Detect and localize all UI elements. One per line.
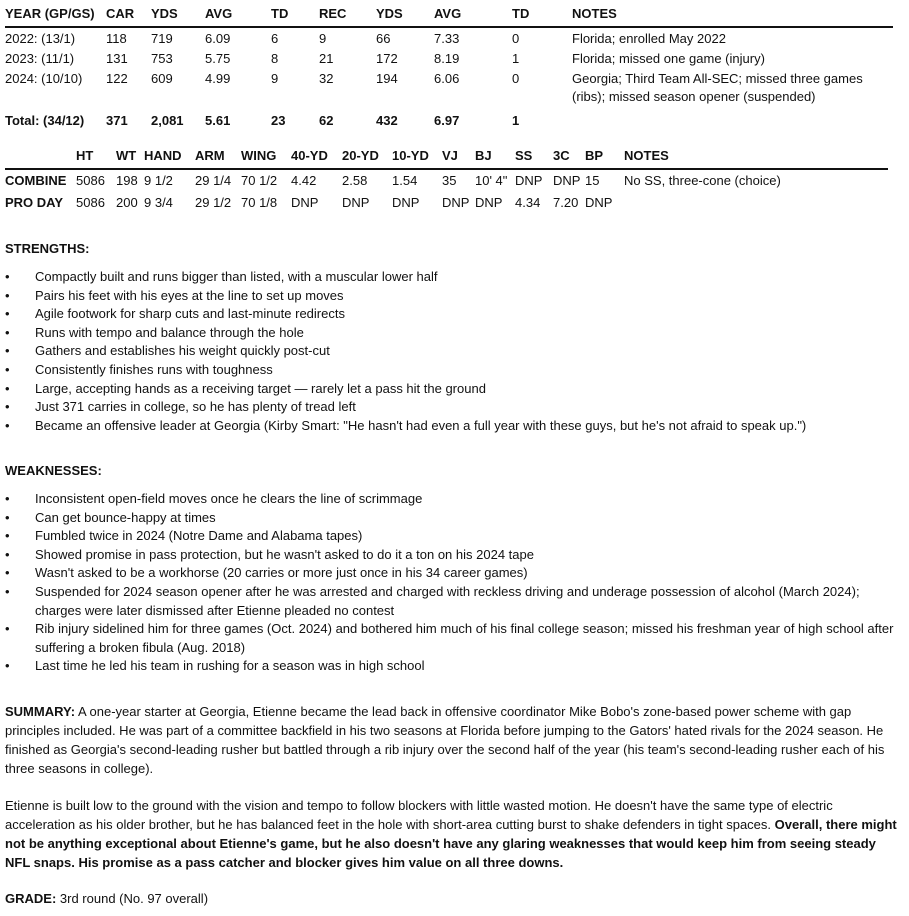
grade-label: GRADE: — [5, 891, 57, 906]
list-item: • Last time he led his team in rushing for a season was in high school — [5, 657, 895, 676]
cell: 9 — [319, 31, 327, 46]
cell — [624, 192, 888, 214]
header-rec-yds: YDS — [376, 6, 403, 21]
cell: 2023: (11/1) — [5, 51, 75, 66]
weaknesses-list — [5, 490, 895, 676]
cell: 0 — [512, 71, 520, 86]
cell: 29 1/4 — [195, 173, 232, 188]
cell: 9 — [271, 71, 279, 86]
cell: 131 — [106, 51, 128, 66]
summary-paragraph — [5, 702, 902, 778]
cell: 2022: (13/1) — [5, 31, 76, 46]
cell: 6.06 — [434, 71, 460, 86]
cell: 1 — [512, 113, 520, 128]
header-bj: BJ — [475, 148, 492, 163]
cell: 2024: (10/10) — [5, 71, 83, 86]
list-item: • Became an offensive leader at Georgia (Kirby Smart: "He hasn't had even a full year with these guys, but he's not afraid to speak up.") — [5, 417, 895, 436]
analysis-text: Etienne is built low to the ground with the vision and tempo to follow blockers with little wasted motion. He doesn't have the same type of electric acceleration as his older brother, but he has balanced feet in the hole with short-area cutting burst to shake defenders in tight spaces. — [5, 798, 833, 832]
header-year: YEAR (GP/GS) — [5, 6, 95, 21]
cell: 1.54 — [392, 173, 418, 188]
header-car: CAR — [106, 6, 135, 21]
header-notes: NOTES — [572, 6, 617, 21]
list-item: • Inconsistent open-field moves once he clears the line of scrimmage — [5, 490, 895, 509]
table-row — [5, 169, 888, 192]
header-ss: SS — [515, 148, 533, 163]
cell: 6.09 — [205, 31, 231, 46]
cell: DNP — [442, 195, 470, 210]
header-rec-td: TD — [512, 6, 530, 21]
list-item: • Agile footwork for sharp cuts and last-minute redirects — [5, 305, 895, 324]
table-row — [5, 68, 893, 106]
cell: 21 — [319, 51, 334, 66]
list-item: • Showed promise in pass protection, but he wasn't asked to do it a ton on his 2024 tape — [5, 546, 895, 565]
list-item: • Suspended for 2024 season opener after he was arrested and charged with reckless driving and underage possession of alcohol (March 2024); charges were later dismissed after Etienne pleaded no contest — [5, 583, 895, 620]
row-label: PRO DAY — [5, 195, 64, 210]
cell: 118 — [106, 31, 127, 46]
analysis-paragraph — [5, 796, 902, 872]
cell: Georgia; Third Team All-SEC; missed three games (ribs); missed season opener (suspended) — [572, 71, 863, 104]
cell: 8.19 — [434, 51, 460, 66]
header-40yd: 40-YD — [291, 148, 328, 163]
combine-measurements-table — [5, 148, 888, 214]
list-item: • Wasn't asked to be a workhorse (20 carries or more just once in his 34 career games) — [5, 564, 895, 583]
cell: 4.99 — [205, 71, 231, 86]
cell: 29 1/2 — [195, 195, 232, 210]
cell: 719 — [151, 31, 173, 46]
grade-line — [5, 889, 902, 908]
cell: 6.97 — [434, 113, 460, 128]
strengths-list — [5, 268, 895, 435]
career-stats-table — [5, 6, 893, 130]
header-wing: WING — [241, 148, 277, 163]
list-item: • Fumbled twice in 2024 (Notre Dame and Alabama tapes) — [5, 527, 895, 546]
cell: 1 — [512, 51, 520, 66]
strengths-heading: STRENGTHS: — [5, 241, 90, 256]
row-label: COMBINE — [5, 173, 67, 188]
cell: 66 — [376, 31, 391, 46]
cell: 5.61 — [205, 113, 231, 128]
grade-value: 3rd round (No. 97 overall) — [56, 891, 209, 906]
weaknesses-heading: WEAKNESSES: — [5, 463, 102, 478]
table-row — [5, 192, 888, 214]
list-item: • Pairs his feet with his eyes at the line to set up moves — [5, 287, 895, 306]
cell: 9 1/2 — [144, 173, 173, 188]
cell: 62 — [319, 113, 334, 128]
header-rush-yds: YDS — [151, 6, 178, 21]
cell: 32 — [319, 71, 334, 86]
cell: No SS, three-cone (choice) — [624, 173, 781, 188]
list-item: • Just 371 carries in college, so he has plenty of tread left — [5, 398, 895, 417]
list-item: • Large, accepting hands as a receiving target — rarely let a pass hit the ground — [5, 380, 895, 399]
cell: 200 — [116, 195, 138, 210]
cell: 172 — [376, 51, 398, 66]
header-rec: REC — [319, 6, 347, 21]
cell: 194 — [376, 71, 398, 86]
list-item: • Can get bounce-happy at times — [5, 509, 895, 528]
cell: DNP — [291, 195, 319, 210]
list-item: • Gathers and establishes his weight quickly post-cut — [5, 342, 895, 361]
cell: 70 1/8 — [241, 195, 278, 210]
list-item: • Compactly built and runs bigger than listed, with a muscular lower half — [5, 268, 895, 287]
cell: 432 — [376, 113, 398, 128]
header-blank — [5, 148, 76, 169]
cell: DNP — [475, 195, 503, 210]
header-vj: VJ — [442, 148, 458, 163]
cell: Florida; enrolled May 2022 — [572, 31, 726, 46]
summary-label: SUMMARY: — [5, 704, 76, 719]
summary-text: A one-year starter at Georgia, Etienne became the lead back in offensive coordinator Mike Bobo's zone-based power scheme with gap principles included. He was part of a committee backfield in his two seasons at Florida before jumping to the Gators' hated rivals for the 2024 season. He finished as Georgia's second-leading rusher but battled through a rib injury over the second half of the year (his team's second-leading rusher each of his three seasons in college). — [5, 704, 885, 776]
header-wt: WT — [116, 148, 137, 163]
header-hand: HAND — [144, 148, 182, 163]
cell: DNP — [585, 195, 613, 210]
cell: 2,081 — [151, 113, 184, 128]
cell: 23 — [271, 113, 286, 128]
header-10yd: 10-YD — [392, 148, 429, 163]
cell: DNP — [342, 195, 370, 210]
cell: 198 — [116, 173, 138, 188]
cell: DNP — [515, 173, 543, 188]
header-rush-td: TD — [271, 6, 289, 21]
header-rec-avg: AVG — [434, 6, 462, 21]
cell: Total: (34/12) — [5, 113, 85, 128]
cell: 371 — [106, 113, 128, 128]
cell: 7.33 — [434, 31, 460, 46]
table-row — [5, 27, 893, 48]
cell: 5086 — [76, 195, 105, 210]
list-item: • Rib injury sidelined him for three games (Oct. 2024) and bothered him much of his final college season; missed his freshman year of high school after suffering a broken fibula (Aug. 2018) — [5, 620, 895, 657]
cell: 122 — [106, 71, 128, 86]
header-3c: 3C — [553, 148, 570, 163]
header-arm: ARM — [195, 148, 225, 163]
table-row — [5, 48, 893, 68]
cell: 2.58 — [342, 173, 368, 188]
cell: 9 3/4 — [144, 195, 173, 210]
header-bp: BP — [585, 148, 604, 163]
cell: 753 — [151, 51, 173, 66]
cell: 35 — [442, 173, 457, 188]
stats-header-row — [5, 6, 893, 27]
total-row — [5, 106, 893, 130]
list-item: • Runs with tempo and balance through the hole — [5, 324, 895, 343]
cell: 5086 — [76, 173, 105, 188]
cell: 5.75 — [205, 51, 231, 66]
header-notes: NOTES — [624, 148, 669, 163]
cell: 4.34 — [515, 195, 541, 210]
cell: 6 — [271, 31, 279, 46]
header-20yd: 20-YD — [342, 148, 379, 163]
cell: 8 — [271, 51, 279, 66]
cell: 70 1/2 — [241, 173, 278, 188]
combine-header-row — [5, 148, 888, 169]
header-rush-avg: AVG — [205, 6, 233, 21]
cell: 15 — [585, 173, 600, 188]
cell: 4.42 — [291, 173, 317, 188]
cell: DNP — [553, 173, 581, 188]
header-ht: HT — [76, 148, 94, 163]
list-item: • Consistently finishes runs with toughness — [5, 361, 895, 380]
analysis-bold-text: Overall, there might not be anything exceptional about Etienne's game, but he also doesn't have any glaring weaknesses that would keep him from seeing steady NFL snaps. His promise as a pass catcher and blocker gives him value on all three downs. — [5, 817, 897, 870]
cell: Florida; missed one game (injury) — [572, 51, 765, 66]
cell: 7.20 — [553, 195, 579, 210]
cell: 0 — [512, 31, 520, 46]
cell: 609 — [151, 71, 173, 86]
cell — [572, 106, 893, 130]
cell: 10' 4" — [475, 173, 508, 188]
cell: DNP — [392, 195, 420, 210]
